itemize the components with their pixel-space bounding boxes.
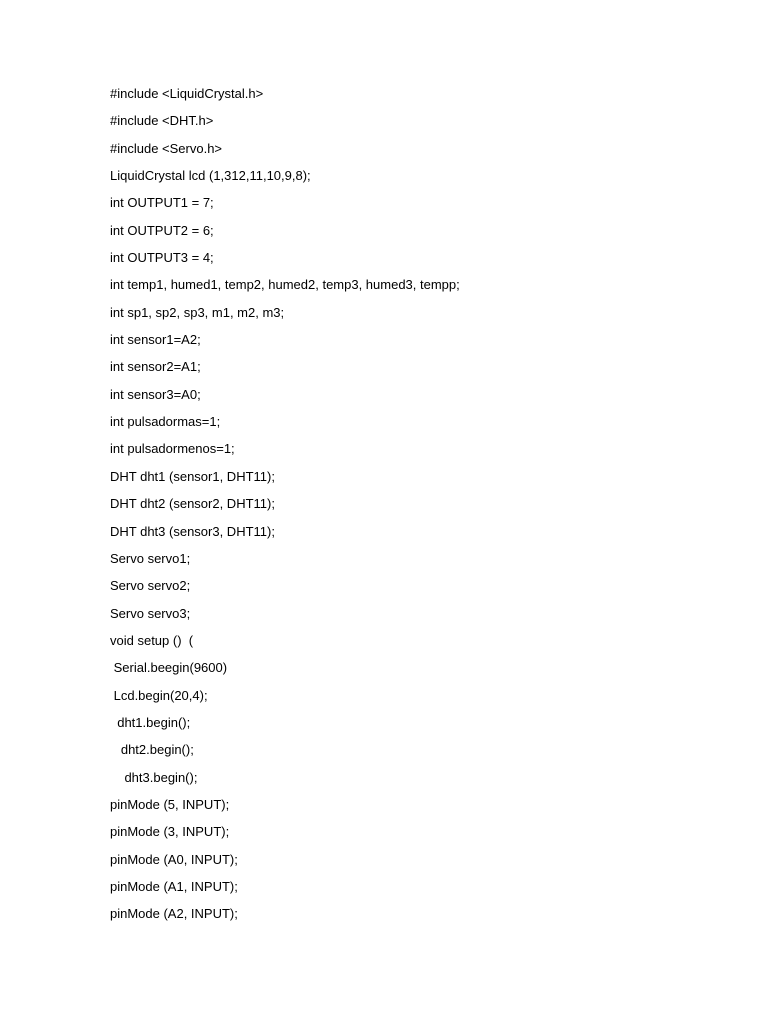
code-line: #include <DHT.h>: [110, 113, 214, 129]
code-line: dht2.begin();: [110, 742, 194, 758]
code-line: #include <LiquidCrystal.h>: [110, 86, 264, 101]
code-line: int sensor1=A2;: [110, 332, 201, 348]
code-line: int pulsadormas=1;: [110, 414, 221, 430]
code-listing: [110, 84, 460, 932]
code-line: void setup () (: [110, 632, 194, 648]
code-line: DHT dht1 (sensor1, DHT11);: [110, 468, 275, 484]
code-line: Servo servo2;: [110, 578, 191, 594]
code-line: dht3.begin();: [110, 769, 198, 785]
code-line: pinMode (A2, INPUT);: [110, 906, 238, 922]
code-line: pinMode (A1, INPUT);: [110, 878, 238, 894]
code-line: #include <Servo.h>: [110, 140, 223, 156]
code-line: int sensor3=A0;: [110, 386, 201, 402]
code-line: pinMode (A0, INPUT);: [110, 851, 238, 867]
code-line: Lcd.begin(20,4);: [110, 687, 208, 703]
code-line: int pulsadormenos=1;: [110, 441, 235, 457]
code-line: dht1.begin();: [110, 714, 191, 730]
code-line: pinMode (5, INPUT);: [110, 796, 230, 812]
code-line: Servo servo3;: [110, 605, 191, 621]
code-line: int temp1, humed1, temp2, humed2, temp3, humed3, tempp;: [110, 277, 460, 293]
code-line: int OUTPUT3 = 4;: [110, 250, 214, 266]
code-line: int sp1, sp2, sp3, m1, m2, m3;: [110, 304, 285, 320]
code-line: int sensor2=A1;: [110, 359, 201, 375]
code-line: DHT dht2 (sensor2, DHT11);: [110, 496, 275, 512]
code-line: int OUTPUT1 = 7;: [110, 195, 214, 211]
code-line: DHT dht3 (sensor3, DHT11);: [110, 523, 275, 539]
code-line: Serial.beegin(9600): [110, 660, 228, 676]
code-line: int OUTPUT2 = 6;: [110, 222, 214, 238]
code-line: pinMode (3, INPUT);: [110, 824, 230, 840]
code-line: Servo servo1;: [110, 550, 191, 566]
code-line: LiquidCrystal lcd (1,312,11,10,9,8);: [110, 168, 311, 184]
